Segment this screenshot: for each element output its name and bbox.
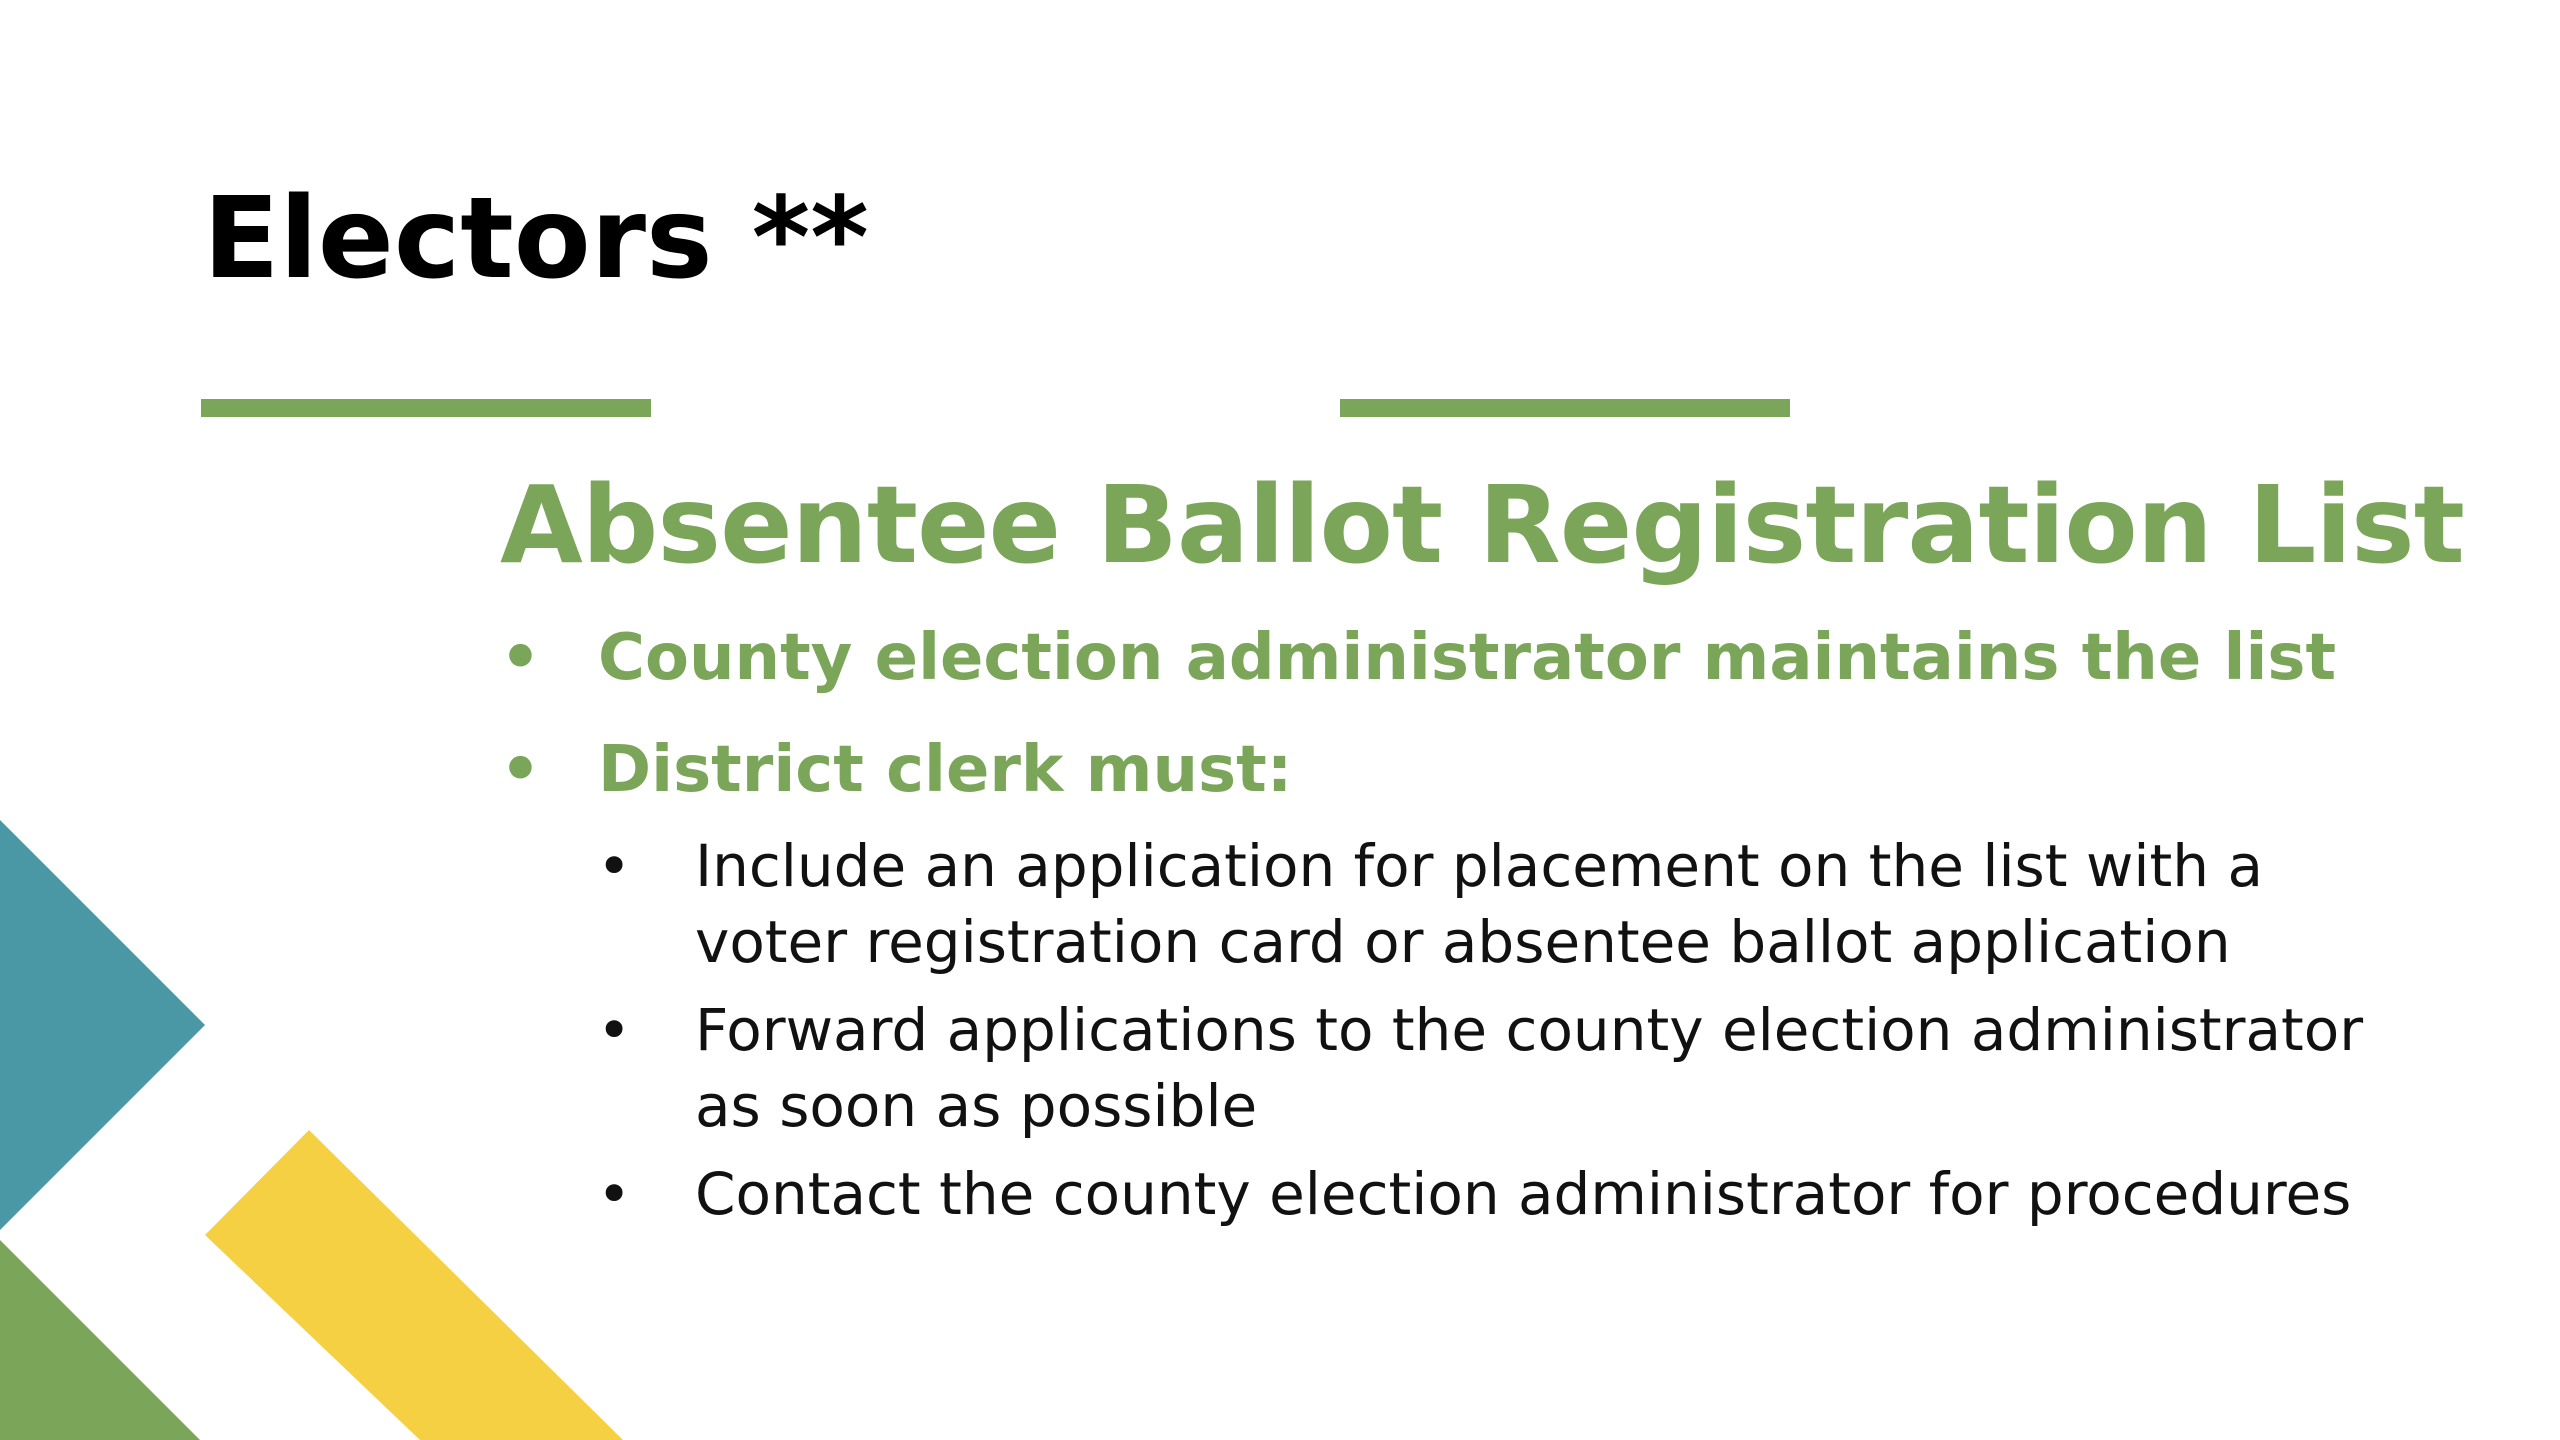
sub-bullet-marker: • [597,832,632,900]
bullet-marker: • [500,733,541,807]
teal-triangle-shape [0,820,205,1230]
bullet-marker: • [500,621,541,695]
bullet-text: County election administrator maintains the list [598,621,2337,695]
sub-bullet-text: Contact the county election administrator for procedures [695,1160,2352,1228]
sub-bullet-marker: • [597,996,632,1064]
sub-bullet-text: Include an application for placement on the list with a voter registration card or absentee ballot application [695,832,2263,976]
section-heading: Absentee Ballot Registration List [500,464,2464,588]
slide-title: Electors ** [203,174,869,304]
bullet-text: District clerk must: [598,733,1293,807]
sub-bullet-item [597,1156,2457,1232]
sub-bullet-marker: • [597,1160,632,1228]
green-triangle-shape [0,1240,200,1440]
sub-bullet-text: Forward applications to the county election administrator as soon as possible [695,996,2364,1140]
title-underline-right [1340,399,1790,417]
title-underline-left [201,399,651,417]
sub-bullet-item [597,828,2457,980]
sub-bullet-item [597,992,2457,1144]
yellow-stripe-shape [205,1130,623,1440]
